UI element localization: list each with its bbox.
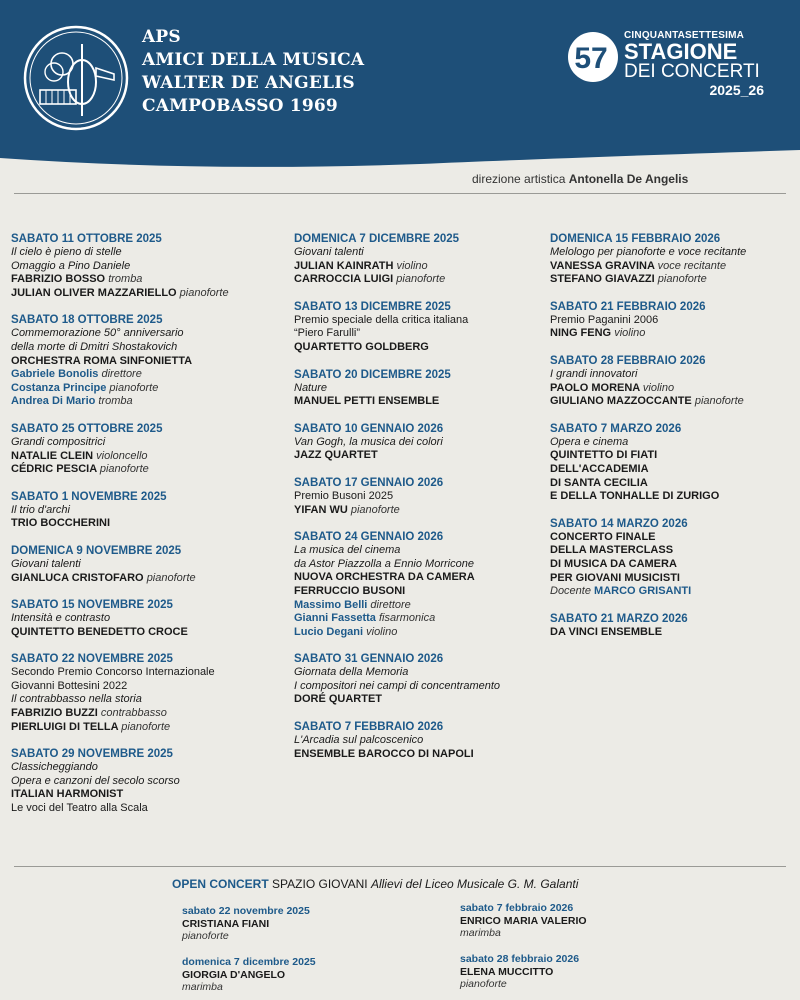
concert-theme xyxy=(294,666,556,680)
concert-event xyxy=(11,232,273,300)
performer-role: tromba xyxy=(98,395,133,408)
concert-theme xyxy=(550,368,795,382)
concert-event xyxy=(294,476,556,517)
open-concert-instrument: marimba xyxy=(460,927,501,939)
concert-date: DOMENICA 9 NOVEMBRE 2025 xyxy=(11,544,182,557)
season-concerti: DEI CONCERTI xyxy=(624,61,760,82)
concert-theme xyxy=(11,558,273,572)
performer-name: NING FENG xyxy=(550,327,612,340)
concert-event xyxy=(550,300,795,341)
performer-line xyxy=(294,693,556,707)
concert-theme xyxy=(11,761,273,775)
open-concert-date: sabato 7 febbraio 2026 xyxy=(460,902,574,914)
performer-role: tromba xyxy=(108,273,143,286)
season-ordinal: CINQUANTASETTESIMA xyxy=(624,30,745,41)
open-concert-item xyxy=(182,905,310,943)
performer-role: violino xyxy=(614,327,646,340)
concert-date: SABATO 28 FEBBRAIO 2026 xyxy=(550,354,706,367)
performer-line xyxy=(11,707,273,721)
open-concert-title: OPEN CONCERT xyxy=(172,877,269,891)
line-text: La musica del cinema xyxy=(294,544,401,557)
performer-line xyxy=(11,463,273,477)
open-concert-date: sabato 22 novembre 2025 xyxy=(182,905,310,917)
season-title xyxy=(566,30,776,100)
performer-line xyxy=(11,721,273,735)
concert-theme xyxy=(11,341,273,355)
performer-name: Massimo Belli xyxy=(294,598,368,611)
performer-line xyxy=(550,544,795,558)
season-number-icon xyxy=(566,30,620,84)
line-text: Classicheggiando xyxy=(11,761,98,774)
concert-date: SABATO 13 DICEMBRE 2025 xyxy=(294,300,451,313)
line-text: Omaggio a Pino Daniele xyxy=(11,259,131,272)
performer-line xyxy=(550,626,795,640)
performer-name: TRIO BOCCHERINI xyxy=(11,517,110,530)
program-column-1 xyxy=(11,232,273,829)
open-concert-date: sabato 28 febbraio 2026 xyxy=(460,953,580,965)
concert-note xyxy=(11,666,273,680)
concert-theme xyxy=(294,382,556,396)
concert-note xyxy=(294,314,556,328)
performer-line xyxy=(550,395,795,409)
performer-name: QUINTETTO DI FIATI xyxy=(550,449,658,462)
line-text: Il cielo è pieno di stelle xyxy=(11,246,122,258)
line-text: “Piero Farulli” xyxy=(294,327,361,340)
performer-name: Costanza Principe xyxy=(11,381,107,394)
open-concert-performer: GIORGIA D'ANGELO xyxy=(182,968,286,981)
performer-role: violino xyxy=(366,625,398,638)
concert-date: SABATO 22 NOVEMBRE 2025 xyxy=(11,653,173,666)
season-number: 57 xyxy=(574,42,608,75)
concert-date: SABATO 7 FEBBRAIO 2026 xyxy=(294,721,444,734)
performer-name: GIULIANO MAZZOCCANTE xyxy=(550,395,692,408)
concert-date: DOMENICA 7 DICEMBRE 2025 xyxy=(294,233,460,245)
performer-name: Lucio Degani xyxy=(294,625,364,638)
performer-name: JULIAN OLIVER MAZZARIELLO xyxy=(11,286,177,299)
open-concert-instrument: pianoforte xyxy=(182,930,229,942)
concert-date: SABATO 14 MARZO 2026 xyxy=(550,517,688,530)
performer-role: pianoforte xyxy=(146,571,196,584)
performer-line xyxy=(11,626,273,640)
open-concert-performer: ELENA MUCCITTO xyxy=(460,965,554,978)
performer-line xyxy=(294,273,556,287)
performer-line xyxy=(11,273,273,287)
performer-line xyxy=(11,450,273,464)
concert-event xyxy=(294,300,556,355)
performer-role: pianoforte xyxy=(121,720,171,733)
performer-name: YIFAN WU xyxy=(294,503,348,516)
performer-name: ENSEMBLE BAROCCO DI NAPOLI xyxy=(294,747,474,760)
concert-event xyxy=(550,612,795,640)
concert-theme xyxy=(294,680,556,694)
line-text: Intensità e contrasto xyxy=(11,612,111,625)
performer-line xyxy=(550,463,795,477)
performer-name: NATALIE CLEIN xyxy=(11,449,94,462)
concert-event xyxy=(294,368,556,409)
header-banner xyxy=(0,0,800,175)
concert-date: SABATO 21 MARZO 2026 xyxy=(550,612,688,625)
concert-theme xyxy=(294,558,556,572)
performer-role: Docente xyxy=(550,585,591,598)
concert-theme xyxy=(11,693,273,707)
concert-theme xyxy=(550,436,795,450)
concert-event xyxy=(11,747,273,815)
line-text: Il contrabbasso nella storia xyxy=(11,693,142,706)
performer-name: NUOVA ORCHESTRA DA CAMERA xyxy=(294,571,475,584)
performer-line xyxy=(11,368,273,382)
performer-role: pianoforte xyxy=(109,381,159,394)
performer-line xyxy=(11,355,273,369)
performer-name: JULIAN KAINRATH xyxy=(294,259,394,272)
open-concert-item xyxy=(460,902,587,940)
concert-event xyxy=(294,232,556,287)
line-text: Il trio d'archi xyxy=(11,503,70,516)
concert-theme xyxy=(294,246,556,260)
performer-line xyxy=(550,490,795,504)
line-text: Commemorazione 50° anniversario xyxy=(11,327,184,340)
performer-name: FABRIZIO BOSSO xyxy=(11,273,106,286)
performer-name: PIERLUIGI DI TELLA xyxy=(11,720,119,733)
line-text: Premio speciale della critica italiana xyxy=(294,313,469,326)
performer-role: fisarmonica xyxy=(378,612,436,625)
concert-note xyxy=(294,490,556,504)
season-year: 2025_26 xyxy=(709,82,764,98)
line-text: Grandi compositrici xyxy=(11,435,106,448)
organization-name xyxy=(142,26,364,118)
concert-event xyxy=(11,313,273,409)
performer-line xyxy=(11,572,273,586)
performer-role: pianoforte xyxy=(694,395,744,408)
performer-name: QUARTETTO GOLDBERG xyxy=(294,340,429,353)
performer-name: Gianni Fassetta xyxy=(294,612,376,625)
performer-name: DI SANTA CECILIA xyxy=(550,476,648,489)
performer-name: ORCHESTRA ROMA SINFONIETTA xyxy=(11,354,193,367)
line-text: I grandi innovatori xyxy=(550,367,638,380)
performer-name: CONCERTO FINALE xyxy=(550,530,656,543)
performer-role: direttore xyxy=(101,368,142,381)
performer-name: ITALIAN HARMONIST xyxy=(11,788,124,801)
concert-date: SABATO 20 DICEMBRE 2025 xyxy=(294,368,451,381)
performer-role: pianoforte xyxy=(99,463,149,476)
performer-line xyxy=(11,395,273,409)
concert-date: SABATO 10 GENNAIO 2026 xyxy=(294,422,444,435)
performer-line xyxy=(550,531,795,545)
org-line-aps: APS xyxy=(142,27,181,47)
performer-role: contrabbasso xyxy=(100,707,167,720)
performer-role: pianoforte xyxy=(657,273,707,286)
concert-date: SABATO 7 MARZO 2026 xyxy=(550,422,682,435)
performer-role: pianoforte xyxy=(396,273,446,286)
line-text: I compositori nei campi di concentramento xyxy=(294,679,501,692)
bottom-divider xyxy=(14,866,786,867)
performer-line xyxy=(294,612,556,626)
director-name: Antonella De Angelis xyxy=(568,172,689,186)
concert-note xyxy=(550,314,795,328)
line-text: Le voci del Teatro alla Scala xyxy=(11,802,148,815)
performer-role: pianoforte xyxy=(179,286,229,299)
concert-event xyxy=(550,354,795,409)
season-text-block xyxy=(624,30,764,99)
concert-event xyxy=(11,490,273,531)
performer-line xyxy=(550,558,795,572)
line-text: Nature xyxy=(294,381,328,394)
concert-theme xyxy=(294,544,556,558)
season-stagione: STAGIONE xyxy=(624,39,738,64)
concert-date: DOMENICA 15 FEBBRAIO 2026 xyxy=(550,233,721,245)
concert-event xyxy=(11,422,273,477)
concert-note xyxy=(11,802,273,816)
line-text: Secondo Premio Concorso Internazionale xyxy=(11,666,215,679)
performer-name: MARCO GRISANTI xyxy=(594,585,692,598)
line-text: Premio Paganini 2006 xyxy=(550,313,659,326)
open-concert-performer: CRISTIANA FIANI xyxy=(182,917,270,930)
org-line-walter: WALTER DE ANGELIS xyxy=(142,73,355,93)
concert-event xyxy=(550,232,795,287)
performer-line xyxy=(294,626,556,640)
open-concert-instrument: marimba xyxy=(182,981,223,993)
performer-line xyxy=(550,449,795,463)
performer-name: VANESSA GRAVINA xyxy=(550,259,655,272)
performer-name: PER GIOVANI MUSICISTI xyxy=(550,571,680,584)
association-logo-icon xyxy=(22,24,130,132)
performer-name: PAOLO MORENA xyxy=(550,381,640,394)
concert-theme xyxy=(11,504,273,518)
performer-line xyxy=(550,585,795,599)
line-text: Giovani talenti xyxy=(294,246,364,258)
line-text: Giovani talenti xyxy=(11,557,81,570)
concert-theme xyxy=(11,260,273,274)
performer-name: STEFANO GIAVAZZI xyxy=(550,273,655,286)
concert-date: SABATO 29 NOVEMBRE 2025 xyxy=(11,748,173,761)
concert-date: SABATO 18 OTTOBRE 2025 xyxy=(11,314,163,327)
line-text: Giornata della Memoria xyxy=(294,666,409,679)
top-divider xyxy=(14,193,786,194)
performer-line xyxy=(550,572,795,586)
performer-role: direttore xyxy=(370,598,411,611)
performer-role: violino xyxy=(642,381,675,394)
concert-theme xyxy=(294,436,556,450)
concert-theme xyxy=(11,327,273,341)
concert-theme xyxy=(11,246,273,260)
concert-date: SABATO 24 GENNAIO 2026 xyxy=(294,531,444,544)
performer-name: Andrea Di Mario xyxy=(11,395,96,408)
performer-name: E DELLA TONHALLE DI ZURIGO xyxy=(550,490,720,503)
concert-date: SABATO 17 GENNAIO 2026 xyxy=(294,476,444,489)
line-text: L'Arcadia sul palcoscenico xyxy=(294,734,424,747)
concert-theme xyxy=(11,436,273,450)
concert-theme xyxy=(11,612,273,626)
concert-date: SABATO 15 NOVEMBRE 2025 xyxy=(11,599,173,612)
performer-line xyxy=(550,382,795,396)
performer-name: DA VINCI ENSEMBLE xyxy=(550,625,663,638)
open-concert-instrument: pianoforte xyxy=(460,978,507,990)
performer-name: GIANLUCA CRISTOFARO xyxy=(11,571,144,584)
open-concert-date: domenica 7 dicembre 2025 xyxy=(182,956,316,968)
performer-name: DORÉ QUARTET xyxy=(294,693,382,706)
performer-line xyxy=(294,748,556,762)
concert-theme xyxy=(11,775,273,789)
performer-name: FERRUCCIO BUSONI xyxy=(294,584,406,597)
concert-date: SABATO 31 GENNAIO 2026 xyxy=(294,653,444,666)
program-column-3 xyxy=(550,232,795,652)
performer-line xyxy=(11,287,273,301)
performer-line xyxy=(294,504,556,518)
concert-note xyxy=(294,327,556,341)
line-text: della morte di Dmitri Shostakovich xyxy=(11,340,178,353)
performer-role: pianoforte xyxy=(350,503,400,516)
line-text: Van Gogh, la musica dei colori xyxy=(294,435,443,448)
line-text: Giovanni Bottesini 2022 xyxy=(11,679,128,692)
concert-date: SABATO 21 FEBBRAIO 2026 xyxy=(550,300,706,313)
performer-line xyxy=(550,327,795,341)
line-text: Opera e cinema xyxy=(550,435,629,448)
org-line-amici: AMICI DELLA MUSICA xyxy=(142,50,365,70)
concert-event xyxy=(11,652,273,734)
performer-line xyxy=(294,585,556,599)
performer-line xyxy=(294,571,556,585)
concert-theme xyxy=(294,734,556,748)
open-concert-item xyxy=(182,956,316,994)
line-text: Melologo per pianoforte e voce recitante xyxy=(550,246,747,258)
performer-line xyxy=(294,341,556,355)
open-concert-item xyxy=(460,953,579,991)
concert-date: SABATO 11 OTTOBRE 2025 xyxy=(11,233,162,245)
performer-line xyxy=(550,260,795,274)
concert-event xyxy=(294,720,556,761)
performer-name: CARROCCIA LUIGI xyxy=(294,273,394,286)
concert-event xyxy=(550,517,795,599)
concert-theme xyxy=(550,246,795,260)
performer-role: violino xyxy=(396,259,428,272)
performer-line xyxy=(294,449,556,463)
performer-name: Gabriele Bonolis xyxy=(11,368,99,381)
concert-event xyxy=(294,652,556,707)
concert-note xyxy=(11,680,273,694)
artistic-direction xyxy=(472,172,688,186)
performer-name: DI MUSICA DA CAMERA xyxy=(550,557,677,570)
concert-event xyxy=(294,530,556,639)
performer-line xyxy=(11,517,273,531)
performer-line xyxy=(294,260,556,274)
concert-date: SABATO 25 OTTOBRE 2025 xyxy=(11,422,163,435)
line-text: Premio Busoni 2025 xyxy=(294,489,394,502)
open-concert-note: Allievi del Liceo Musicale G. M. Galanti xyxy=(370,877,579,891)
open-concert-performer: ENRICO MARIA VALERIO xyxy=(460,914,587,927)
concert-event xyxy=(294,422,556,463)
performer-role: voce recitante xyxy=(657,259,727,272)
performer-name: DELLA MASTERCLASS xyxy=(550,544,674,557)
line-text: da Astor Piazzolla a Ennio Morricone xyxy=(294,557,474,570)
program-column-2 xyxy=(294,232,556,774)
performer-line xyxy=(11,382,273,396)
performer-line xyxy=(294,395,556,409)
performer-role: violoncello xyxy=(96,449,148,462)
performer-line xyxy=(550,477,795,491)
open-concert-subtitle: SPAZIO GIOVANI xyxy=(272,877,368,891)
concert-event xyxy=(11,544,273,585)
org-line-campobasso: CAMPOBASSO 1969 xyxy=(142,96,338,116)
direction-label: direzione artistica xyxy=(472,172,566,186)
performer-name: FABRIZIO BUZZI xyxy=(11,707,98,720)
performer-name: DELL'ACCADEMIA xyxy=(550,462,649,475)
performer-name: QUINTETTO BENEDETTO CROCE xyxy=(11,625,188,638)
performer-line xyxy=(550,273,795,287)
performer-name: CÉDRIC PESCIA xyxy=(11,463,97,476)
concert-event xyxy=(11,598,273,639)
performer-name: JAZZ QUARTET xyxy=(294,449,378,462)
performer-line xyxy=(11,788,273,802)
concert-date: SABATO 1 NOVEMBRE 2025 xyxy=(11,490,167,503)
concert-event xyxy=(550,422,795,504)
performer-line xyxy=(294,599,556,613)
line-text: Opera e canzoni del secolo scorso xyxy=(11,774,180,787)
performer-name: MANUEL PETTI ENSEMBLE xyxy=(294,395,440,408)
open-concert-heading xyxy=(172,877,578,891)
